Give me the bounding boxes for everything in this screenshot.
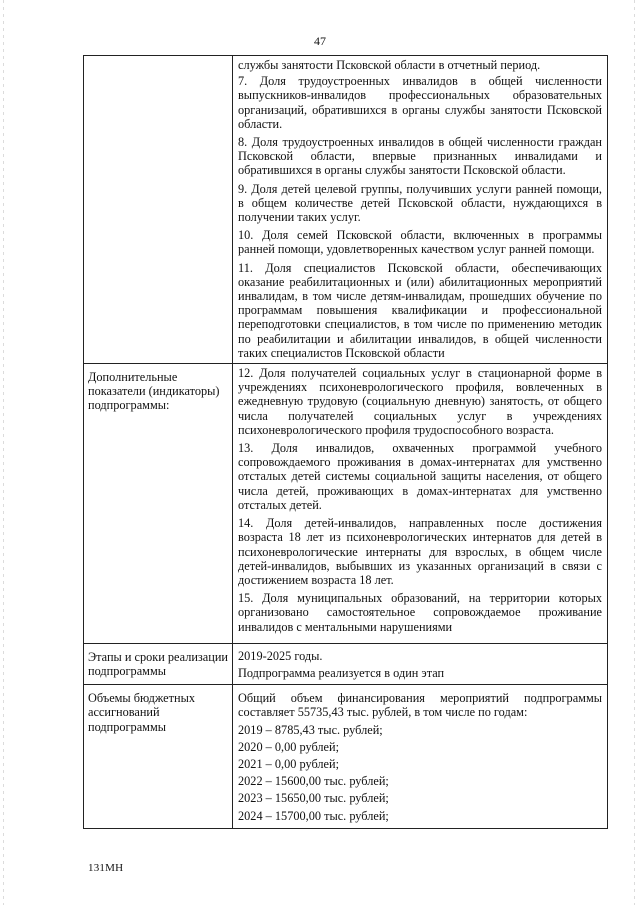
table-row (84, 364, 608, 644)
indicator-item: 10. Доля семей Псковской области, включенных в программы ранней помощи, удовлетворенных качеством услуг ранней помощи. (238, 228, 602, 257)
indicator-item: 9. Доля детей целевой группы, получивших услуги ранней помощи, в общем количестве детей Псковской области, нуждающихся в получении таких услуг. (238, 181, 602, 225)
indicator-item: 12. Доля получателей социальных услуг в стационарной форме в учреждениях психоневрологического профиля, вовлеченных в ежедневную трудовую (социальную дневную) занятость, от общего числа получателей социальных услуг в учреждениях психоневрологического профиля трудоспособного возраста. (238, 366, 602, 437)
row-label (84, 56, 233, 364)
table-row (84, 685, 608, 829)
row-content (233, 685, 608, 829)
indicator-item: 13. Доля инвалидов, охваченных программой учебного сопровождаемого проживания в домах-интернатах для умственно отсталых детей системы социальной защиты населения, от общего числа детей, проживающих в домах-интернатах для умственно отсталых детей. (238, 441, 602, 512)
indicator-item: 11. Доля специалистов Псковской области, обеспечивающих оказание реабилитационных и (или) абилитационных мероприятий инвалидам, в том числе детям-инвалидам, прошедших обучение по программам повышения квалификации и профессиональной переподготовки специалистов, в том числе по применению методик по реабилитации и абилитации инвалидов, в общей численности таких специалистов Псковской области (238, 260, 602, 360)
scan-edge-right (634, 0, 635, 905)
row-label-stages-terms: Этапы и сроки реализации подпрограммы (84, 643, 233, 684)
funding-year: 2019 – 8785,43 тыс. рублей; (238, 722, 383, 737)
page-number: 47 (314, 34, 326, 48)
table-row (84, 643, 608, 684)
row-label-additional-indicators: Дополнительные показатели (индикаторы) подпрограммы: (84, 364, 233, 644)
period-text: 2019-2025 годы. (238, 648, 323, 663)
funding-year: 2024 – 15700,00 тыс. рублей; (238, 808, 389, 823)
funding-year: 2023 – 15650,00 тыс. рублей; (238, 791, 389, 806)
indicator-text: службы занятости Псковской области в отчетный период. (238, 58, 541, 72)
indicator-item: 14. Доля детей-инвалидов, направленных после достижения возраста 18 лет из психоневрологических интернатов для детей в психоневрологические интернаты для взрослых, в общем числе детей-инвалидов, выбывших из указанных организаций в связи с достижением возраста 18 лет. (238, 516, 602, 587)
funding-year: 2022 – 15600,00 тыс. рублей; (238, 774, 389, 789)
scan-edge-left (3, 0, 4, 905)
funding-total: Общий объем финансирования мероприятий подпрограммы составляет 55735,43 тыс. рублей, в том числе по годам: (238, 691, 602, 720)
funding-year: 2021 – 0,00 рублей; (238, 756, 339, 771)
row-label-budget: Объемы бюджетных ассигнований подпрограммы (84, 685, 233, 829)
indicator-item: 8. Доля трудоустроенных инвалидов в общей численности граждан Псковской области, впервые признанных инвалидами и обратившихся в органы службы занятости Псковской области. (238, 135, 602, 178)
stage-text: Подпрограмма реализуется в один этап (238, 665, 445, 680)
row-content (233, 56, 608, 364)
indicator-item: 7. Доля трудоустроенных инвалидов в общей численности выпускников-инвалидов профессиональных образовательных организаций, обратившихся в органы службы занятости Псковской области. (238, 74, 602, 131)
row-content (233, 643, 608, 684)
table-row (84, 56, 608, 364)
row-content (233, 364, 608, 644)
indicator-item: 15. Доля муниципальных образований, на территории которых организовано самостоятельное сопровождаемое проживание инвалидов с ментальными нарушениями (238, 591, 602, 634)
funding-year: 2020 – 0,00 рублей; (238, 739, 339, 754)
footer-code: 131МН (88, 862, 124, 874)
passport-table (83, 55, 608, 829)
